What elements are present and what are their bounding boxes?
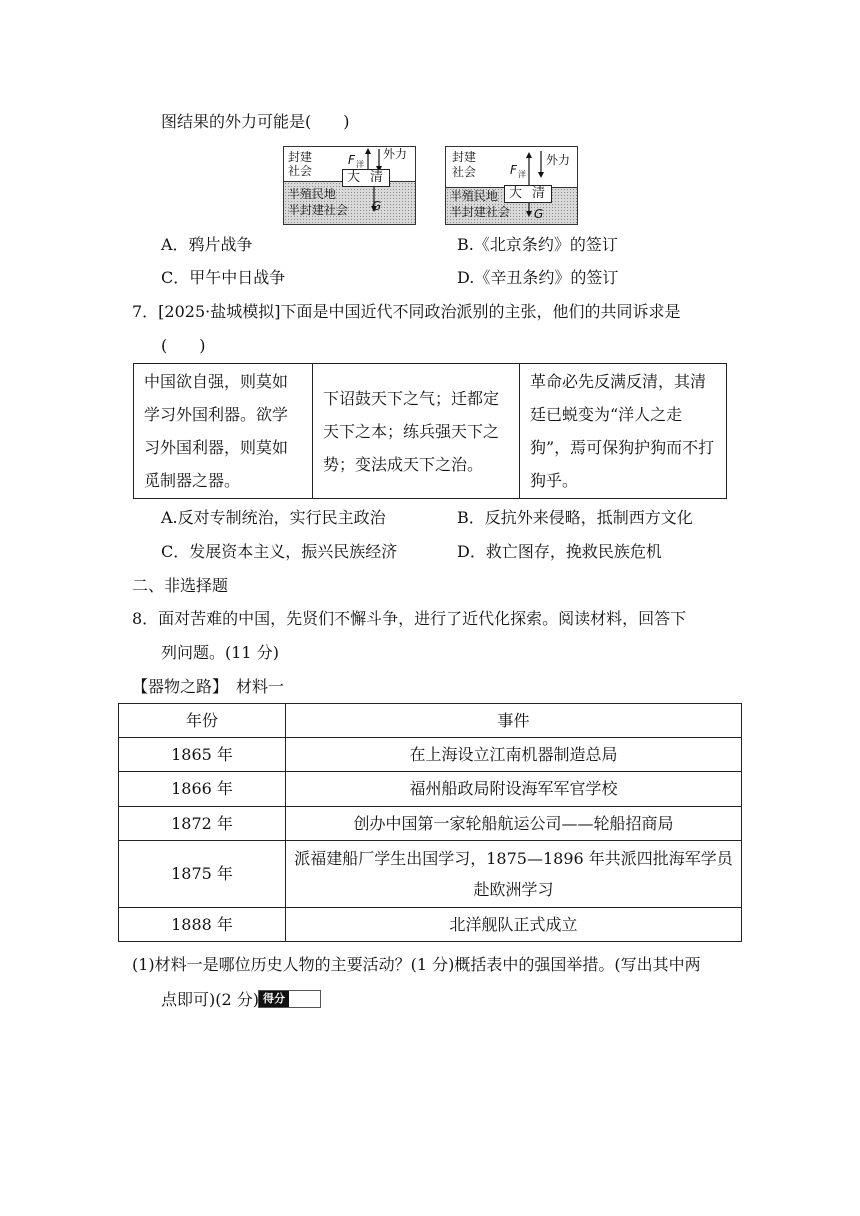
table-header-row [119,704,742,738]
upper-label-2: 社会 [452,165,477,179]
lower-label-2: 半封建社会 [288,203,349,217]
q6-option-b: B.《北京条约》的签订 [457,235,618,254]
force-ext-label: 外力 [383,147,408,161]
force-g-label: G [372,199,382,213]
upper-label-2: 社会 [288,164,313,178]
year-cell: 1875 年 [119,841,286,908]
q7-option-c: C．发展资本主义，振兴民族经济 [161,542,398,561]
event-cell: 在上海设立江南机器制造总局 [286,738,742,772]
event-cell: 福州船政局附设海军军官学校 [286,772,742,807]
event-cell: 创办中国第一家轮船航运公司——轮船招商局 [286,807,742,841]
q7-option-d: D．救亡图存，挽救民族危机 [457,542,662,561]
box-left-char: 大 [509,186,523,201]
force-f-subscript: 洋 [356,160,364,169]
year-cell: 1872 年 [119,807,286,841]
table-row [119,772,742,807]
score-box[interactable] [258,990,321,1008]
table-row [134,364,727,499]
material-label: 【器物之路】 材料一 [132,677,285,696]
header-year: 年份 [119,704,286,738]
q7-option-a: A.反对专制统治，实行民主政治 [161,508,386,527]
lower-label-2: 半封建社会 [450,205,511,219]
year-cell: 1865 年 [119,738,286,772]
table-row [119,807,742,841]
lower-label-1: 半殖民地 [288,187,337,201]
daqing-box [342,169,390,187]
box-left-char: 大 [347,170,361,185]
q6-figure-left [283,146,416,225]
claim-cell-1: 中国欲自强，则莫如学习外国利器。欲学习外国利器，则莫如觅制器之器。 [134,364,313,499]
force-f-label: F [510,163,517,177]
event-cell: 派福建船厂学生出国学习，1875—1896 年共派四批海军学员赴欧洲学习 [286,841,742,908]
q7-option-b: B．反抗外来侵略，抵制西方文化 [457,508,693,527]
box-right-char: 清 [370,170,384,185]
q6-option-d: D.《辛丑条约》的签订 [457,268,619,287]
q7-claims-table [133,363,727,499]
table-row [119,841,742,908]
force-ext-label: 外力 [546,153,571,167]
q7-answer-blank: ( ) [161,336,206,355]
q8-sub1-line2: 点即可)(2 分) [161,990,259,1009]
claim-cell-3: 革命必先反满反清，其清廷已蜕变为“洋人之走狗”，焉可保狗护狗而不打狗乎。 [520,364,727,499]
table-row [119,908,742,942]
year-cell: 1888 年 [119,908,286,942]
q8-stem-line1: 8．面对苦难的中国，先贤们不懈斗争，进行了近代化探索。阅读材料，回答下 [132,609,687,628]
q6-option-a: A．鸦片战争 [161,235,253,254]
q6-figure-right [445,146,578,225]
force-g-label: G [534,207,544,221]
q8-sub1-line1: (1)材料一是哪位历史人物的主要活动？(1 分)概括表中的强国举措。(写出其中两 [132,955,701,974]
upper-label-1: 封建 [288,150,313,164]
header-event: 事件 [286,704,742,738]
q6-option-c: C．甲午中日战争 [161,268,286,287]
event-cell: 北洋舰队正式成立 [286,908,742,942]
upper-label-1: 封建 [452,150,477,164]
force-f-label: F [348,153,355,167]
year-cell: 1866 年 [119,772,286,807]
daqing-box [504,185,552,203]
score-label: 得分 [259,991,289,1007]
q6-stem-tail: 图结果的外力可能是( ) [161,112,350,131]
box-right-char: 清 [532,186,546,201]
claim-cell-2: 下诏鼓天下之气；迁都定天下之本；练兵强天下之势；变法成天下之治。 [313,364,520,499]
table-row [119,738,742,772]
section-heading: 二、非选择题 [132,576,229,595]
q7-stem: 7．[2025·盐城模拟]下面是中国近代不同政治派别的主张，他们的共同诉求是 [132,302,681,321]
lower-label-1: 半殖民地 [450,189,499,203]
force-f-subscript: 洋 [518,170,526,179]
q8-events-table [118,703,742,942]
q8-stem-line2: 列问题。(11 分) [161,643,279,662]
